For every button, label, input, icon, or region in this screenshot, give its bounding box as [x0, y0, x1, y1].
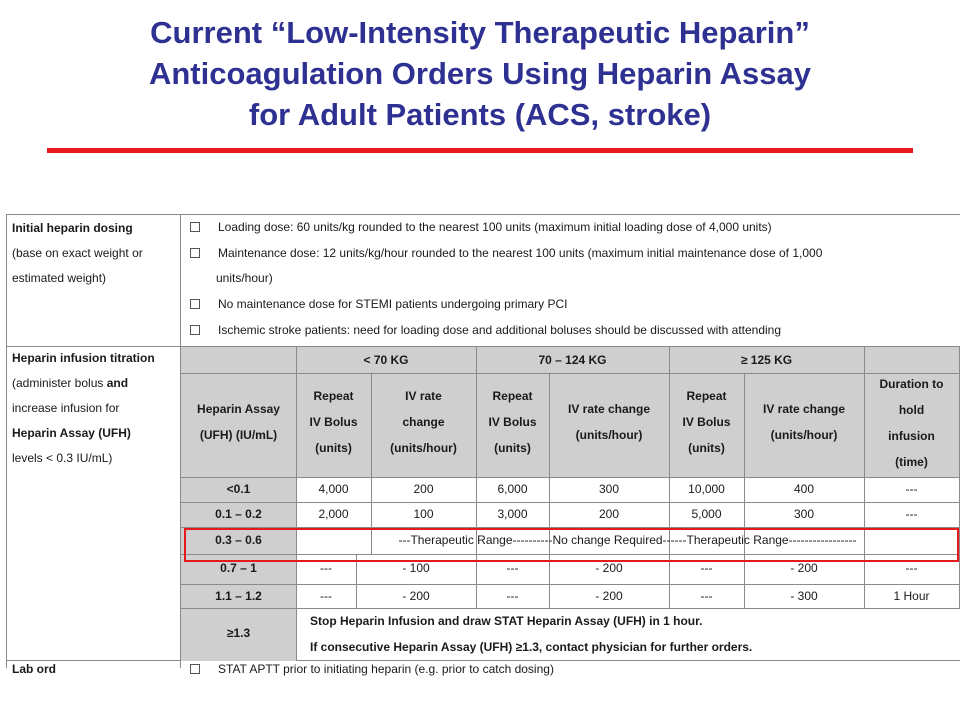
- left-border: [6, 214, 7, 668]
- row-assay: <0.1: [226, 482, 251, 496]
- header-line: (units): [315, 441, 352, 455]
- row-assay-therapeutic: 0.3 – 0.6: [215, 533, 262, 547]
- row-cell: - 200: [790, 561, 818, 575]
- row-cell: ---: [320, 561, 332, 575]
- header-line: (units/hour): [390, 441, 457, 455]
- dosing-item-text: Maintenance dose: 12 units/kg/hour rounded to the nearest 100 units (maximum initial maintenance dose of 1,000: [218, 246, 823, 260]
- row-cell: 100: [413, 507, 434, 521]
- group-header-under-70: < 70 KG: [363, 353, 409, 367]
- dosing-item-maintenance: [190, 246, 822, 260]
- row-cell: ---: [905, 561, 918, 575]
- header-line: IV rate: [405, 389, 442, 403]
- stop-instruction-1: Stop Heparin Infusion and draw STAT Heparin Assay (UFH) in 1 hour.: [310, 614, 703, 628]
- dosing-item-stemi: [190, 297, 568, 311]
- header-bolus-1: [296, 383, 371, 461]
- header-rate-2: [549, 396, 669, 448]
- lab-orders-label-cutoff: Lab ord: [12, 662, 56, 676]
- header-line: infusion: [888, 429, 935, 443]
- titration-title: Heparin infusion titration: [12, 351, 155, 365]
- header-line: (units): [494, 441, 531, 455]
- title-line-2: Anticoagulation Orders Using Heparin Assay: [148, 56, 812, 91]
- row-cell: - 300: [790, 589, 818, 603]
- dosing-item-text: Ischemic stroke patients: need for loading dose and additional boluses should be discussed with attending: [218, 323, 782, 337]
- checkbox[interactable]: [190, 299, 200, 309]
- row-cell: ---: [700, 561, 713, 575]
- initial-dosing-note: (base on exact weight or estimated weight): [12, 246, 143, 285]
- header-line: change: [402, 415, 445, 429]
- header-line: hold: [898, 403, 925, 417]
- header-line: (UFH) (IU/mL): [199, 428, 278, 442]
- header-line: Duration to: [879, 377, 944, 391]
- initial-dosing-label: [12, 216, 182, 291]
- header-line: IV rate change: [762, 402, 846, 416]
- row-cell: - 100: [402, 561, 430, 575]
- title-line-1: Current “Low-Intensity Therapeutic Heparin”: [150, 15, 810, 50]
- row-cell: 300: [793, 507, 815, 521]
- titration-note-line: increase infusion for: [12, 401, 120, 415]
- header-line: IV Bolus: [309, 415, 358, 429]
- header-rate-1: [371, 383, 476, 461]
- row-cell: 5,000: [691, 507, 722, 521]
- row-cell: ---: [700, 589, 713, 603]
- dosing-item-text: Loading dose: 60 units/kg rounded to the nearest 100 units (maximum initial loading dose of 4,000 units): [218, 220, 772, 234]
- header-line: (time): [895, 455, 928, 469]
- heparin-order-table: [6, 214, 960, 676]
- group-header-70-124: 70 – 124 KG: [538, 353, 607, 367]
- header-bolus-3: [669, 383, 744, 461]
- bottom-section-divider: [6, 660, 960, 661]
- row-cell: 6,000: [497, 482, 528, 496]
- titration-note-line: levels < 0.3 IU/mL): [12, 451, 113, 465]
- row-assay: 0.1 – 0.2: [215, 507, 262, 521]
- header-line: (units/hour): [770, 428, 838, 442]
- checkbox[interactable]: [190, 222, 200, 232]
- row-assay: 0.7 – 1: [220, 561, 257, 575]
- header-line: IV Bolus: [488, 415, 537, 429]
- row-cell: 1 Hour: [893, 589, 930, 603]
- row-cell: - 200: [595, 561, 623, 575]
- lab-order-item-cutoff: [190, 662, 554, 676]
- row-cell: 300: [598, 482, 620, 496]
- titration-note-line: [12, 371, 182, 396]
- checkbox[interactable]: [190, 325, 200, 335]
- top-border: [6, 214, 960, 215]
- slide-title: [40, 12, 920, 135]
- header-hold-duration: [864, 371, 959, 475]
- row-cell: ---: [506, 561, 519, 575]
- row-cell: ---: [905, 507, 918, 521]
- row-cell: 200: [598, 507, 620, 521]
- lab-order-text: STAT APTT prior to initiating heparin (e.g. prior to catch dosing): [218, 662, 554, 676]
- checkbox[interactable]: [190, 248, 200, 258]
- row-cell: - 200: [402, 589, 430, 603]
- row-cell: 400: [793, 482, 815, 496]
- row-cell: - 200: [595, 589, 623, 603]
- row-cell: 4,000: [318, 482, 349, 496]
- row-cell: 200: [413, 482, 434, 496]
- header-rate-3: [744, 396, 864, 448]
- row-cell: 10,000: [688, 482, 725, 496]
- row-cell: 2,000: [318, 507, 349, 521]
- group-header-125-plus: ≥ 125 KG: [740, 353, 793, 367]
- titration-note-and: and: [106, 376, 129, 390]
- dosing-item-stroke: [190, 323, 781, 337]
- titration-note-part: (administer bolus: [12, 376, 104, 390]
- header-line: Heparin Assay: [197, 402, 280, 416]
- row-cell: ---: [320, 589, 332, 603]
- header-bolus-2: [476, 383, 549, 461]
- therapeutic-range-text: ---Therapeutic Range----------No change Required------Therapeutic Range-----------------: [398, 533, 857, 547]
- grid-line: [180, 373, 960, 374]
- initial-dosing-title: Initial heparin dosing: [12, 221, 133, 235]
- header-heparin-assay: [181, 396, 296, 448]
- row-cell: ---: [905, 482, 918, 496]
- dosing-item-loading: [190, 220, 772, 234]
- title-line-3: for Adult Patients (ACS, stroke): [248, 97, 712, 132]
- header-line: IV Bolus: [682, 415, 731, 429]
- row-cell: 3,000: [497, 507, 528, 521]
- titration-note-assay: Heparin Assay (UFH): [12, 426, 131, 440]
- header-line: Repeat: [313, 389, 354, 403]
- title-divider: [47, 148, 913, 153]
- row-cell: ---: [506, 589, 519, 603]
- checkbox[interactable]: [190, 664, 200, 674]
- titration-label: [12, 346, 182, 471]
- dosing-item-text: No maintenance dose for STEMI patients undergoing primary PCI: [218, 297, 568, 311]
- header-line: IV rate change: [567, 402, 651, 416]
- dosing-item-maintenance-cont: [216, 271, 273, 285]
- header-line: (units/hour): [575, 428, 643, 442]
- row-assay-stop: ≥1.3: [226, 626, 251, 640]
- therapeutic-range-highlight: [184, 528, 959, 562]
- row-assay: 1.1 – 1.2: [215, 589, 262, 603]
- header-line: (units): [688, 441, 725, 455]
- dosing-item-text: units/hour): [216, 271, 273, 285]
- stop-instruction-2: If consecutive Heparin Assay (UFH) ≥1.3, contact physician for further orders.: [310, 640, 753, 654]
- header-line: Repeat: [686, 389, 727, 403]
- header-line: Repeat: [492, 389, 533, 403]
